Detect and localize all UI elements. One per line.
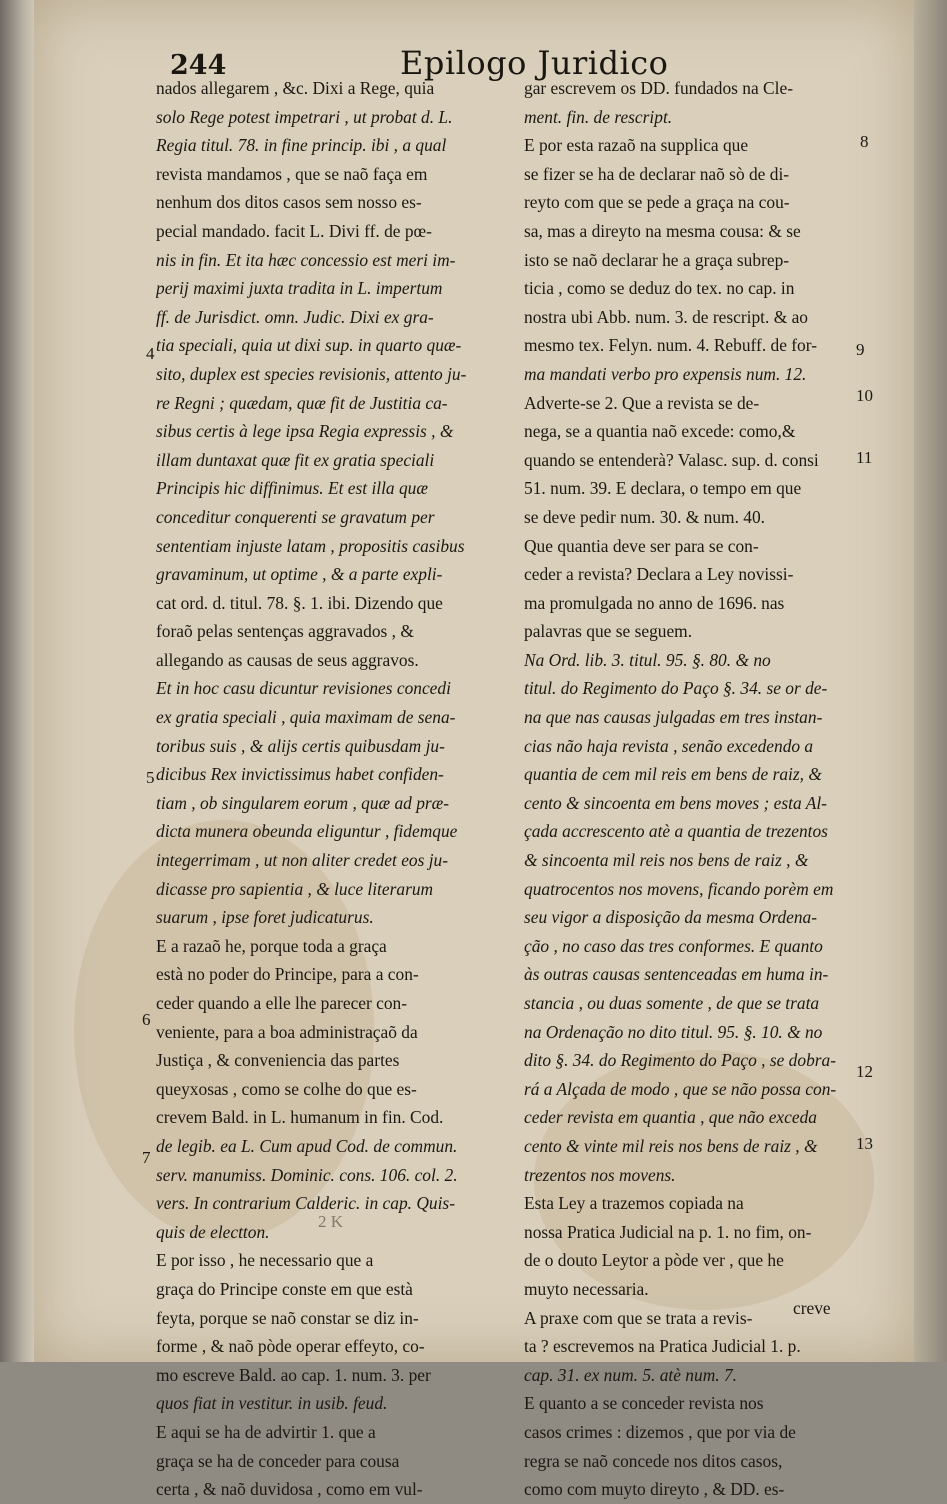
text-line: ex gratia speciali , quia maximam de sena- [156, 707, 456, 728]
text-line: nis in fin. Et ita hæc concessio est meri im- [156, 249, 456, 270]
text-line: E por esta razaõ na supplica que [524, 135, 749, 156]
text-line: Justiça , & conveniencia das partes [156, 1050, 400, 1071]
text-line: 51. num. 39. E declara, o tempo em que [524, 478, 802, 499]
text-line: veniente, para a boa administraçaõ da [156, 1021, 418, 1042]
text-line: quatrocentos nos movens, ficando porèm em [524, 878, 834, 899]
text-line: Adverte-se 2. Que a revista se de- [524, 392, 760, 413]
text-line: suarum , ipse foret judicaturus. [156, 907, 374, 928]
text-line: conceditur conquerenti se gravatum per [156, 506, 435, 527]
margin-number: 8 [860, 132, 869, 151]
text-line: queyxosas , como se colhe do que es- [156, 1078, 417, 1099]
text-line: nados allegarem , &c. Dixi a Rege, quia [156, 78, 435, 98]
text-line: de o douto Leytor a pòde ver , que he [524, 1250, 784, 1271]
signature-mark: 2 K [318, 1212, 344, 1231]
text-line: forme , & naõ pòde operar effeyto, co- [156, 1336, 425, 1357]
text-line: sententiam injuste latam , propositis casibus [156, 535, 465, 556]
text-line: como com muyto direyto , & DD. es- [524, 1479, 785, 1500]
text-line: integerrimam , ut non aliter credet eos ju- [156, 850, 449, 871]
text-line: ceder a revista? Declara a Ley novissi- [524, 564, 794, 585]
running-title: Epilogo Juridico [400, 44, 669, 82]
text-line: serv. manumiss. Dominic. cons. 106. col. 2. [156, 1164, 458, 1185]
text-line: cento & sincoenta em bens moves ; esta Al- [524, 792, 827, 813]
text-line: se deve pedir num. 30. & num. 40. [524, 506, 766, 527]
text-line: solo Rege potest impetrari , ut probat d. L. [156, 106, 453, 127]
text-line: titul. do Regimento do Paço §. 34. se or de- [524, 678, 828, 699]
text-line: às outras causas sentenceadas em huma in- [524, 964, 829, 985]
text-line: cap. 31. ex num. 5. atè num. 7. [524, 1364, 737, 1385]
text-line: Principis hic diffinimus. Et est illa quæ [156, 478, 428, 499]
text-line: A praxe com que se trata a revis- [524, 1307, 753, 1328]
text-line: reyto com que se pede a graça na cou- [524, 192, 790, 213]
text-line: stancia , ou duas somente , de que se trata [524, 993, 820, 1013]
text-line: dicta munera obeunda eliguntur , fidemque [156, 821, 458, 842]
left-text-column [156, 74, 496, 1504]
text-line: Que quantia deve ser para se con- [524, 535, 759, 556]
text-line: E quanto a se conceder revista nos [524, 1393, 764, 1414]
text-line: certa , & naõ duvidosa , como em vul- [156, 1479, 423, 1500]
text-line: cias não haja revista , senão excedendo a [524, 735, 814, 756]
text-line: ceder revista em quantia , que não exceda [524, 1107, 817, 1128]
text-line: gravaminum, ut optime , & a parte expli- [156, 564, 443, 585]
margin-number: 13 [856, 1134, 873, 1153]
text-line: na que nas causas julgadas em tres instan- [524, 707, 823, 728]
text-line: quos fiat in vestitur. in usib. feud. [156, 1393, 388, 1414]
text-line: quis de electton. [156, 1221, 270, 1242]
text-line: graça se ha de conceder para cousa [156, 1450, 400, 1471]
text-line: rá a Alçada de modo , que se não possa con- [524, 1078, 837, 1099]
text-line: vers. In contrarium Calderic. in cap. Quis- [156, 1193, 455, 1214]
text-line: mo escreve Bald. ao cap. 1. num. 3. per [156, 1364, 431, 1385]
text-line: cento & vinte mil reis nos bens de raiz , & [524, 1135, 818, 1156]
text-line: de legib. ea L. Cum apud Cod. de commun. [156, 1135, 458, 1156]
text-line: regra se naõ concede nos ditos casos, [524, 1450, 783, 1471]
text-line: tiam , ob singularem eorum , quæ ad præ- [156, 792, 450, 813]
text-line: seu vigor a disposição da mesma Ordena- [524, 907, 818, 928]
text-line: quantia de cem mil reis em bens de raiz, & [524, 764, 822, 785]
text-line: foraõ pelas sentenças aggravados , & [156, 621, 414, 642]
text-line: se fizer se ha de declarar naõ sò de di- [524, 163, 790, 184]
text-line: pecial mandado. facit L. Divi ff. de pœ- [156, 220, 432, 241]
text-line: casos crimes : dizemos , que por via de [524, 1421, 796, 1442]
text-line: sibus certis à lege ipsa Regia expressis , & [156, 421, 454, 442]
text-line: muyto necessaria. [524, 1278, 649, 1299]
page-number: 244 [170, 50, 227, 81]
text-line: ção , no caso das tres conformes. E quanto [524, 935, 823, 956]
text-line: dito §. 34. do Regimento do Paço , se dobra- [524, 1050, 837, 1071]
text-line: mesmo tex. Felyn. num. 4. Rebuff. de for- [524, 335, 817, 356]
text-line: nega, se a quantia naõ excede: como,& [524, 421, 796, 442]
text-line: ma promulgada no anno de 1696. nas [524, 592, 785, 613]
text-line: gar escrevem os DD. fundados na Cle- [524, 78, 793, 98]
text-line: feyta, porque se naõ constar se diz in- [156, 1307, 419, 1328]
margin-number: 4 [146, 344, 155, 363]
text-line: perij maximi juxta tradita in L. impertum [156, 278, 443, 299]
text-line: tia speciali, quia ut dixi sup. in quarto quæ- [156, 335, 462, 356]
text-line: re Regni ; quædam, quæ fit de Justitia ca- [156, 392, 448, 413]
text-line: allegando as causas de seus aggravos. [156, 649, 419, 670]
text-line: dicibus Rex invictissimus habet confiden- [156, 764, 444, 785]
margin-number: 11 [856, 448, 873, 467]
catchword: creve [793, 1298, 831, 1318]
text-line: & sincoenta mil reis nos bens de raiz , & [524, 850, 809, 871]
text-line: crevem Bald. in L. humanum in fin. Cod. [156, 1107, 444, 1128]
text-line: ff. de Jurisdict. omn. Judic. Dixi ex gra- [156, 306, 434, 327]
text-line: dicasse pro sapientia , & luce literarum [156, 878, 434, 899]
text-line: quando se entenderà? Valasc. sup. d. consi [524, 449, 819, 470]
text-line: ma mandati verbo pro expensis num. 12. [524, 363, 807, 384]
text-line: està no poder do Principe, para a con- [156, 964, 419, 985]
margin-number: 7 [142, 1148, 151, 1167]
text-line: sito, duplex est species revisionis, attento ju- [156, 363, 467, 384]
text-line: trezentos nos movens. [524, 1164, 676, 1185]
text-line: isto se naõ declarar he a graça subrep- [524, 249, 790, 270]
text-line: E a razaõ he, porque toda a graça [156, 935, 387, 956]
text-line: nostra ubi Abb. num. 3. de rescript. & ao [524, 306, 808, 327]
text-line: Et in hoc casu dicuntur revisiones concedi [156, 678, 451, 699]
text-line: Regia titul. 78. in fine princip. ibi , a qual [156, 135, 447, 156]
margin-number: 6 [142, 1010, 151, 1029]
margin-number: 12 [856, 1062, 873, 1081]
text-line: ceder quando a elle lhe parecer con- [156, 993, 408, 1013]
text-line: sa, mas a direyto na mesma cousa: & se [524, 220, 801, 241]
text-line: nossa Pratica Judicial na p. 1. no fim, on- [524, 1221, 812, 1242]
text-line: cat ord. d. titul. 78. §. 1. ibi. Dizendo que [156, 592, 443, 613]
text-line: revista mandamos , que se naõ faça em [156, 163, 428, 184]
margin-number: 10 [856, 386, 873, 405]
page-edge [914, 0, 947, 1362]
text-line: ticia , como se deduz do tex. no cap. in [524, 278, 795, 299]
text-line: na Ordenação no dito titul. 95. §. 10. & no [524, 1021, 823, 1042]
right-text-column [524, 74, 849, 1504]
text-line: Esta Ley a trazemos copiada na [524, 1193, 744, 1214]
text-line: Na Ord. lib. 3. titul. 95. §. 80. & no [524, 649, 771, 670]
text-line: graça do Principe conste em que està [156, 1278, 413, 1299]
text-line: nenhum dos ditos casos sem nosso es- [156, 192, 422, 213]
text-line: E aqui se ha de advirtir 1. que a [156, 1421, 376, 1442]
text-line: ment. fin. de rescript. [524, 106, 673, 127]
margin-number: 5 [146, 768, 155, 787]
text-line: toribus suis , & alijs certis quibusdam ju- [156, 735, 445, 756]
text-line: E por isso , he necessario que a [156, 1250, 374, 1271]
margin-number: 9 [856, 340, 865, 359]
text-line: çada accrescento atè a quantia de trezentos [524, 821, 828, 842]
text-line: ta ? escrevemos na Pratica Judicial 1. p. [524, 1336, 801, 1357]
book-binding [0, 0, 34, 1362]
text-line: illam duntaxat quæ fit ex gratia speciali [156, 449, 435, 470]
text-line: palavras que se seguem. [524, 621, 693, 642]
